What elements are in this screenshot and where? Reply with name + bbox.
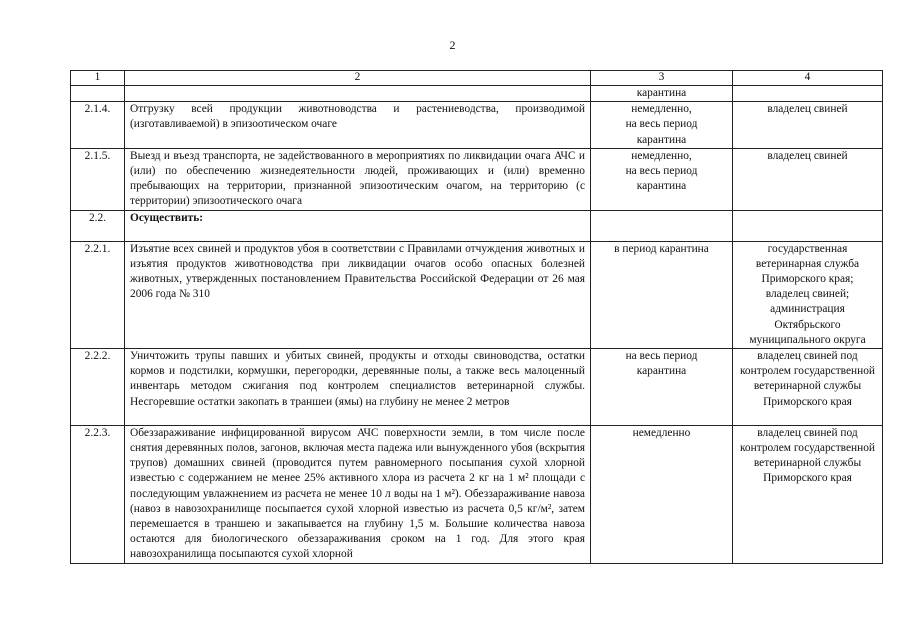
table-row <box>71 425 883 563</box>
table-row <box>71 102 883 149</box>
item-number: 2.2.3. <box>71 425 125 563</box>
measure-text: Осуществить: <box>125 210 591 241</box>
continuation-num-cell <box>71 86 125 102</box>
measures-table <box>70 70 883 564</box>
table-row <box>71 148 883 210</box>
term-cell: немедленно <box>591 425 733 563</box>
header-col-1: 1 <box>71 71 125 86</box>
measure-text: Выезд и въезд транспорта, не задействованного в мероприятиях по ликвидации очага АЧС и (или) по обеспечению жизнедеятельности людей, проживающих и (или) временно пребывающих на территории, признанной эпизоотическим очагом, на территорию (с территории) эпизоотического очага <box>125 148 591 210</box>
item-number: 2.2.1. <box>71 241 125 348</box>
continuation-term-cell: карантина <box>591 86 733 102</box>
term-cell: на весь период карантина <box>591 349 733 426</box>
measure-text: Обеззараживание инфицированной вирусом АЧС поверхности земли, в том числе после снятия деревянных полов, загонов, включая места падежа или вынужденного убоя (вскрытия трупов) домашних свиней (проводится путем равномерного посыпания сухой хлорной известью с содержанием не менее 25% активного хлора из расчета 2 кг на 1 м² площади с последующим увлажнением из расчета не менее 10 л воды на 1 м²). Обеззараживание навоза (навоз в навозохранилище посыпается сухой хлорной известью из расчета 0,5 кг/м², затем перемешается в траншею и закапывается на глубину 1,5 м. Большие количества навоза остаются для биологического обеззараживания сроком на 1 год. Для этого края навозохранилища посыпаются сухой хлорной <box>125 425 591 563</box>
responsible-cell: государственная ветеринарная служба Приморского края; владелец свиней; администрация Октябрьского муниципального округа <box>733 241 883 348</box>
header-col-3: 3 <box>591 71 733 86</box>
table-row <box>71 241 883 348</box>
responsible-cell: владелец свиней под контролем государственной ветеринарной службы Приморского края <box>733 425 883 563</box>
item-number: 2.1.4. <box>71 102 125 149</box>
term-cell: в период карантина <box>591 241 733 348</box>
header-row <box>71 71 883 86</box>
measure-text: Уничтожить трупы павших и убитых свиней, продукты и отходы свиноводства, остатки кормов и подстилки, кормушки, перегородки, деревянные полы, а также весь малоценный инвентарь методом сжигания под контролем специалистов ветеринарной службы. Несгоревшие остатки закопать в траншеи (ямы) на глубину не менее 2 метров <box>125 349 591 426</box>
term-cell: немедленно, на весь период карантина <box>591 102 733 149</box>
continuation-responsible-cell <box>733 86 883 102</box>
responsible-cell: владелец свиней под контролем государственной ветеринарной службы Приморского края <box>733 349 883 426</box>
continuation-row <box>71 86 883 102</box>
table-row <box>71 210 883 241</box>
item-number: 2.1.5. <box>71 148 125 210</box>
page-number: 2 <box>449 38 456 52</box>
item-number: 2.2.2. <box>71 349 125 426</box>
table-row <box>71 349 883 426</box>
header-col-2: 2 <box>125 71 591 86</box>
term-cell: немедленно, на весь период карантина <box>591 148 733 210</box>
responsible-cell <box>733 210 883 241</box>
responsible-cell: владелец свиней <box>733 148 883 210</box>
measure-text: Изъятие всех свиней и продуктов убоя в соответствии с Правилами отчуждения животных и изъятия продуктов животноводства при ликвидации очагов особо опасных болезней животных, утвержденных постановлением Правительства Российской Федерации от 26 мая 2006 года № 310 <box>125 241 591 348</box>
continuation-text-cell <box>125 86 591 102</box>
term-cell <box>591 210 733 241</box>
item-number: 2.2. <box>71 210 125 241</box>
measure-text: Отгрузку всей продукции животноводства и растениеводства, производимой (изготавливаемой) в эпизоотическом очаге <box>125 102 591 149</box>
responsible-cell: владелец свиней <box>733 102 883 149</box>
header-col-4: 4 <box>733 71 883 86</box>
